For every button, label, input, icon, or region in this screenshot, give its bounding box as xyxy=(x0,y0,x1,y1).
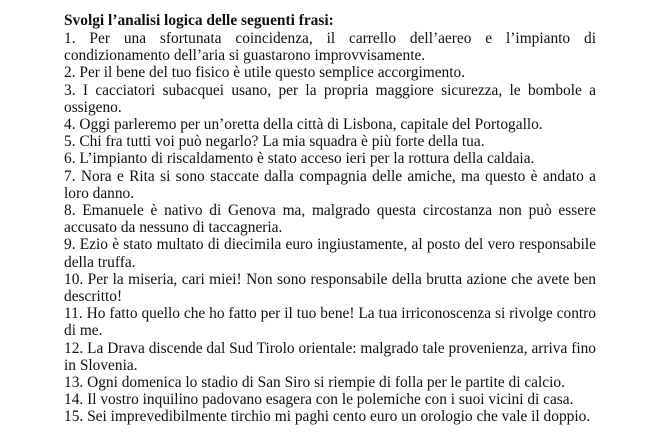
exercise-title: Svolgi l’analisi logica delle seguenti frasi: xyxy=(64,12,334,29)
sentence-15: 15. Sei imprevedibilmente tirchio mi paghi cento euro un orologio che vale il doppio. xyxy=(64,408,591,426)
document-page xyxy=(64,12,596,426)
sentence-12: 12. La Drava discende dal Sud Tirolo orientale: malgrado tale provenienza, arriva fino in Slovenia. xyxy=(64,339,596,374)
sentence-4: 4. Oggi parleremo per un’oretta della città di Lisbona, capitale del Portogallo. xyxy=(64,116,543,134)
sentence-2: 2. Per il bene del tuo fisico è utile questo semplice accorgimento. xyxy=(64,64,466,82)
sentence-14: 14. Il vostro inquilino padovano esagera con le polemiche con i suoi vicini di casa. xyxy=(64,391,574,409)
sentence-3: 3. I cacciatori subacquei usano, per la propria maggiore sicurezza, le bombole a ossigeno. xyxy=(64,81,596,116)
sentence-11: 11. Ho fatto quello che ho fatto per il tuo bene! La tua irriconoscenza si rivolge contro di me. xyxy=(64,305,596,340)
sentence-1: 1. Per una sfortunata coincidenza, il carrello dell’aereo e l’impianto di condizionamento dell’aria si guastarono improvvisamente. xyxy=(64,30,596,65)
sentence-7: 7. Nora e Rita si sono staccate dalla compagnia delle amiche, ma questo è andato a loro danno. xyxy=(64,167,596,202)
sentence-10: 10. Per la miseria, cari miei! Non sono responsabile della brutta azione che avete ben descritto! xyxy=(64,270,596,306)
sentence-6: 6. L’impianto di riscaldamento è stato acceso ieri per la rottura della caldaia. xyxy=(64,150,535,168)
sentence-8: 8. Emanuele è nativo di Genova ma, malgrado questa circostanza non può essere accusato da nessuno di taccagneria. xyxy=(64,202,596,237)
sentence-5: 5. Chi fra tutti voi può negarlo? La mia squadra è più forte della tua. xyxy=(64,133,485,151)
sentence-9: 9. Ezio è stato multato di diecimila euro ingiustamente, al posto del vero responsabile della truffa. xyxy=(64,236,596,271)
sentence-13: 13. Ogni domenica lo stadio di San Siro si riempie di folla per le partite di calcio. xyxy=(64,374,565,392)
